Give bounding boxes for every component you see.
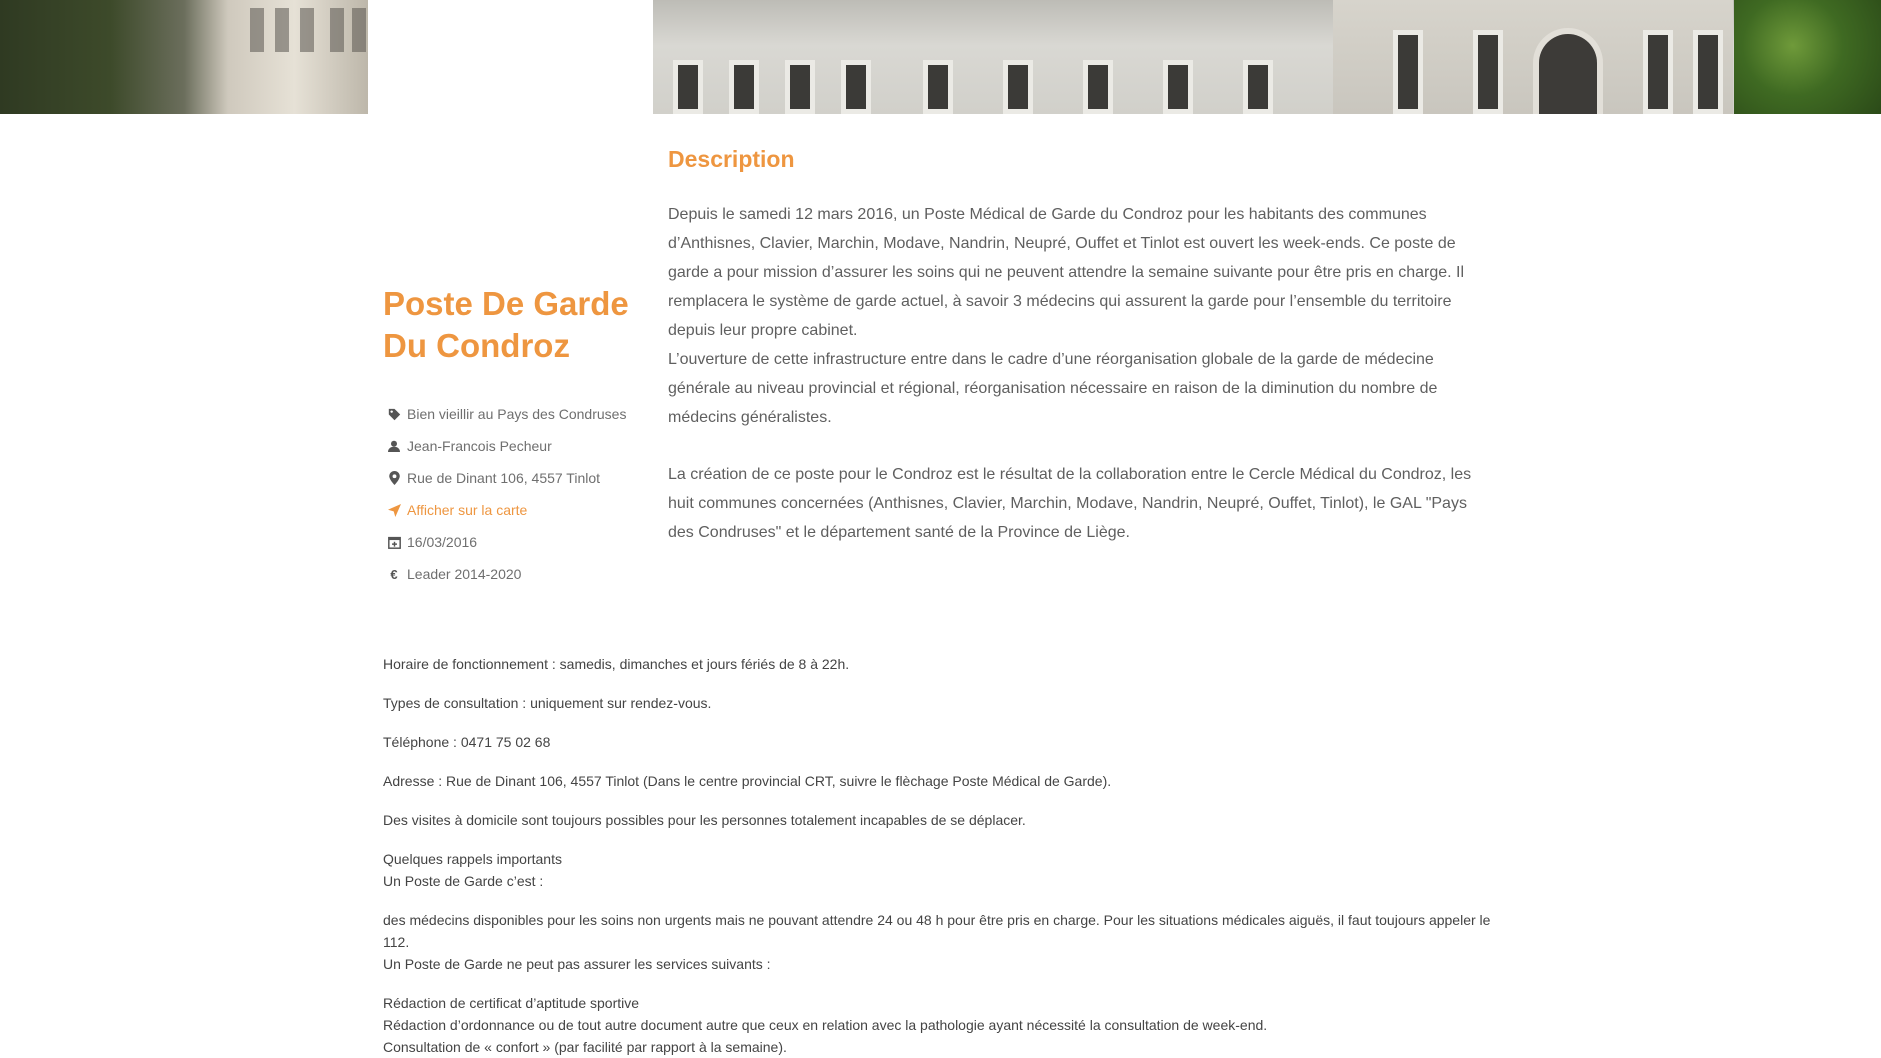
cannot-item-1: Rédaction de certificat d’aptitude sportive xyxy=(383,995,640,1011)
description-paragraph-3: La création de ce poste pour le Condroz est le résultat de la collaboration entre le Cercle Médical du Condroz, les huit communes concernées (Anthisnes, Clavier, Marchin, Modave, Nandrin, Neupré, Ouffet, Tinlot), le GAL "Pays des Condruses" et le département santé de la Province de Liège. xyxy=(668,466,1472,541)
address-text: Adresse : Rue de Dinant 106, 4557 Tinlot (Dans le centre provincial CRT, suivre le flèchage Poste Médical de Garde). xyxy=(383,773,1112,789)
meta-funding-text: Leader 2014-2020 xyxy=(407,566,522,582)
meta-date xyxy=(383,526,653,558)
location-arrow-icon xyxy=(383,504,405,517)
description-heading: Description xyxy=(668,146,795,172)
meta-author-text: Jean-Francois Pecheur xyxy=(407,438,552,454)
meta-date-text: 16/03/2016 xyxy=(407,534,478,550)
cannot-item-3: Consultation de « confort » (par facilité par rapport à la semaine). xyxy=(383,1039,787,1055)
map-pin-icon xyxy=(383,471,405,485)
project-meta-list xyxy=(383,398,653,590)
home-visits-text: Des visites à domicile sont toujours possibles pour les personnes totalement incapables de se déplacer. xyxy=(383,812,1026,828)
hero-gap xyxy=(368,0,653,114)
euro-icon: € xyxy=(390,566,398,582)
meta-map-link[interactable] xyxy=(383,494,653,526)
meta-category xyxy=(383,398,653,430)
meta-author xyxy=(383,430,653,462)
hero-banner xyxy=(0,0,1881,114)
poste-is-text: Un Poste de Garde c’est : xyxy=(383,873,544,889)
calendar-icon xyxy=(383,536,405,549)
tag-icon xyxy=(383,408,405,421)
meta-funding xyxy=(383,558,653,590)
reminders-title: Quelques rappels importants xyxy=(383,851,562,867)
hours-text: Horaire de fonctionnement : samedis, dimanches et jours fériés de 8 à 22h. xyxy=(383,656,850,672)
show-on-map-link[interactable]: Afficher sur la carte xyxy=(407,502,528,518)
poste-is-description: des médecins disponibles pour les soins non urgents mais ne pouvant attendre 24 ou 48 h pour être pris en charge. Pour les situations médicales aiguës, il faut toujours appeler le 112. xyxy=(383,912,1491,950)
user-icon xyxy=(383,440,405,452)
page-title: Poste De Garde Du Condroz xyxy=(383,285,629,364)
description-body xyxy=(668,200,1492,547)
phone-text: Téléphone : 0471 75 02 68 xyxy=(383,734,551,750)
practical-info xyxy=(383,653,1493,1058)
consultation-types-text: Types de consultation : uniquement sur rendez-vous. xyxy=(383,695,712,711)
hero-image-building xyxy=(653,0,1881,114)
description-paragraph-2: L’ouverture de cette infrastructure entre dans le cadre d’une réorganisation globale de la garde de médecine générale au niveau provincial et régional, réorganisation nécessaire en raison de la diminution du nombre de médecins généralistes. xyxy=(668,351,1438,426)
meta-category-text: Bien vieillir au Pays des Condruses xyxy=(407,406,627,422)
description-paragraph-1: Depuis le samedi 12 mars 2016, un Poste Médical de Garde du Condroz pour les habitants des communes d’Anthisnes, Clavier, Marchin, Modave, Nandrin, Neupré, Ouffet et Tinlot est ouvert les week-ends. Ce poste de garde a pour mission d’assurer les soins qui ne peuvent attendre la semaine suivante pour être pris en charge. Il remplacera le système de garde actuel, à savoir 3 médecins qui assurent la garde pour l’ensemble du territoire depuis leur propre cabinet. xyxy=(668,206,1465,339)
poste-cannot-text: Un Poste de Garde ne peut pas assurer les services suivants : xyxy=(383,956,771,972)
hero-image-left xyxy=(0,0,368,114)
cannot-item-2: Rédaction d’ordonnance ou de tout autre document autre que ceux en relation avec la pathologie ayant nécessité la consultation de week-end. xyxy=(383,1017,1268,1033)
meta-address xyxy=(383,462,653,494)
meta-address-text: Rue de Dinant 106, 4557 Tinlot xyxy=(407,470,601,486)
